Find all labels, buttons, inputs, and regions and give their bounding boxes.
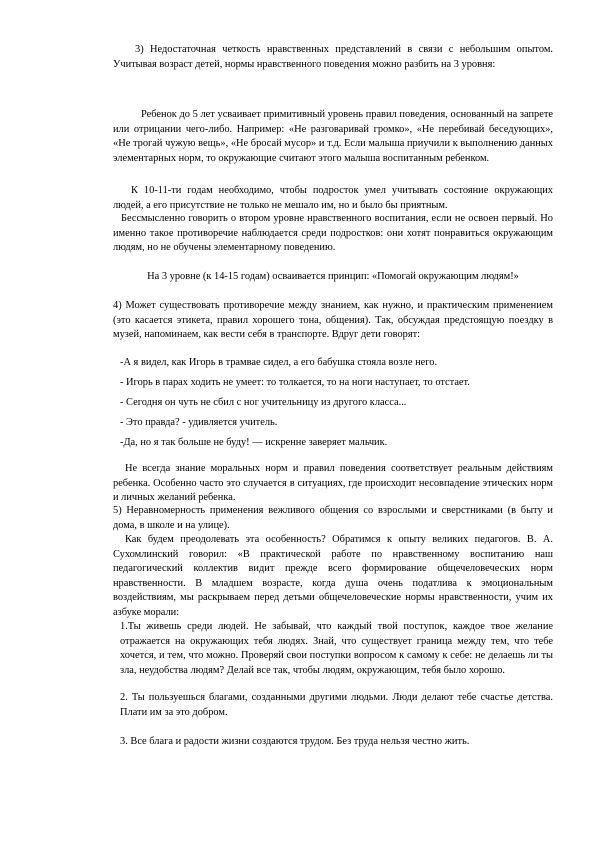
dialogue-line: - Это правда? - удивляется учитель.	[120, 417, 278, 428]
list-item: 3. Все блага и радости жизни создаются трудом. Без труда нельзя честно жить.	[120, 736, 470, 747]
paragraph-level-2: К 10-11-ти годам необходимо, чтобы подросток умел учитывать состояние окружающих людей, а его присутствие не только не мешало им, но и было бы приятным.	[113, 185, 553, 211]
list-item: 1.Ты живешь среди людей. Не забывай, что каждый твой поступок, каждое твое желание отражается на окружающих тебя людях. Знай, что существует граница между тем, что тебе хочется, и тем, что можно. Проверяй свои поступки вопросом к самому к себе: не делаешь ли ты зла, неудобства людям? Делай все так, чтобы людям, окружающим, тебя было хорошо.	[120, 621, 553, 676]
dialogue-line: - Сегодня он чуть не сбил с ног учительницу из другого класса...	[120, 397, 407, 408]
paragraph-point-5: 5) Неравномерность применения вежливого общения со взрослыми и сверстниками (в быту и дома, в школе и на улице).	[113, 505, 553, 531]
paragraph-level-1: Ребенок до 5 лет усваивает примитивный уровень правил поведения, основанный на запрете или отрицании чего-либо. Например: «Не разговаривай громко», «Не перебивай беседующих», «Не трогай чужую вещь», «Не бросай мусор» и т.д. Если малыша приучили к выполнению данных элементарных норм, то окружающие считают этого малыша воспитанным ребенком.	[113, 109, 553, 164]
paragraph-level-2-note: Бессмысленно говорить о втором уровне нравственного воспитания, если не освоен первый. Но именно такое противоречие наблюдается среди подростков: они хотят понравиться окружающим людям, но не обучены элементарному поведению.	[113, 213, 553, 254]
dialogue-line: - Игорь в парах ходить не умеет: то толкается, то на ноги наступает, то отстает.	[120, 377, 470, 388]
list-item: 2. Ты пользуешься благами, созданными другими людьми. Люди делают тебе счастье детства. Плати им за это добром.	[120, 692, 553, 718]
paragraph-point-4-conclusion: Не всегда знание моральных норм и правил поведения соответствует реальным действиям ребенка. Особенно часто это случается в ситуациях, где происходит несовпадение этических норм и личных желаний ребенка.	[113, 463, 553, 504]
paragraph-point-5-body: Как будем преодолевать эта особенность? Обратимся к опыту великих педагогов. В. А. Сухомлинский говорил: «В практической работе по нравственному воспитанию наш педагогический коллектив видит прежде всего формирование общечеловеческих норм нравственности. В младшем возрасте, когда душа очень податлива к эмоциональным воздействиям, мы раскрываем перед детьми общечеловеческие нормы нравственности, учим их азбуке морали:	[113, 534, 553, 618]
dialogue-line: -Да, но я так больше не буду! — искренне заверяет мальчик.	[120, 437, 388, 448]
paragraph-point-3: 3) Недостаточная четкость нравственных представлений в связи с небольшим опытом. Учитывая возраст детей, нормы нравственного поведения можно разбить на 3 уровня:	[113, 44, 553, 70]
paragraph-level-3: На 3 уровне (к 14-15 годам) осваивается принцип: «Помогай окружающим людям!»	[147, 271, 519, 282]
dialogue-line: -А я видел, как Игорь в трамвае сидел, а его бабушка стояла возле него.	[120, 357, 438, 368]
paragraph-point-4: 4) Может существовать противоречие между знанием, как нужно, и практическим применением (это касается этикета, правил хорошего тона, общения). Так, обсуждая предстоящую поездку в музей, напоминаем, как вести себя в транспорте. Вдруг дети говорят:	[113, 300, 553, 341]
